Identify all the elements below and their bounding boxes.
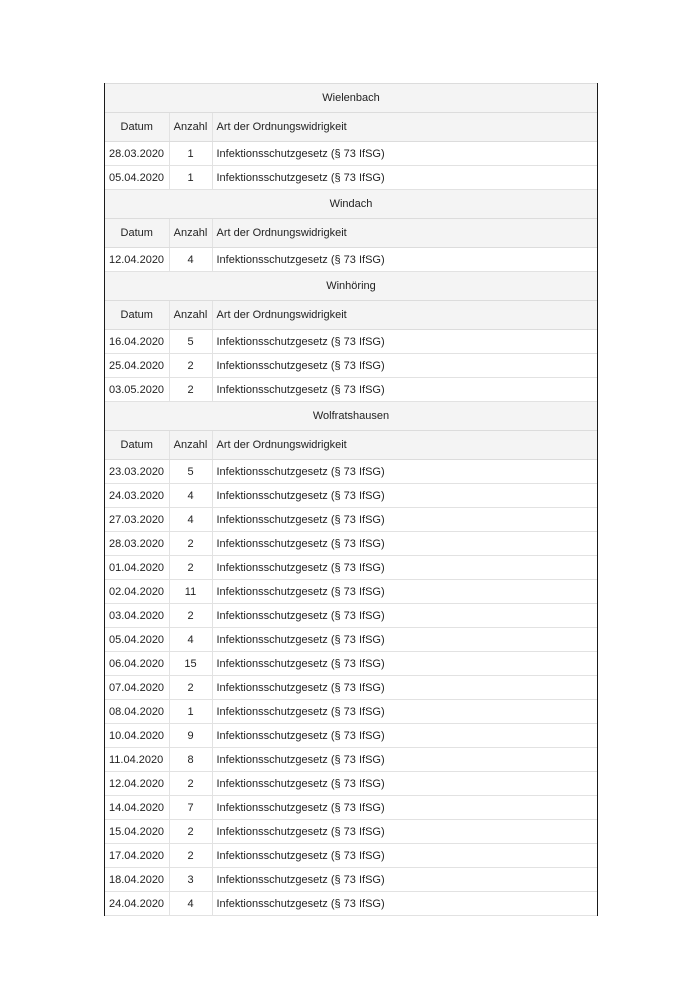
- cell-violation-type: Infektionsschutzgesetz (§ 73 IfSG): [212, 248, 597, 272]
- cell-date: 23.03.2020: [105, 460, 169, 484]
- cell-count: 2: [169, 604, 212, 628]
- table-row: [105, 604, 597, 628]
- cell-date: 02.04.2020: [105, 580, 169, 604]
- cell-violation-type: Infektionsschutzgesetz (§ 73 IfSG): [212, 628, 597, 652]
- cell-date: 12.04.2020: [105, 248, 169, 272]
- cell-date: 11.04.2020: [105, 748, 169, 772]
- column-header-date: Datum: [105, 113, 169, 142]
- cell-date: 06.04.2020: [105, 652, 169, 676]
- cell-violation-type: Infektionsschutzgesetz (§ 73 IfSG): [212, 796, 597, 820]
- column-header-row: [105, 301, 597, 330]
- cell-violation-type: Infektionsschutzgesetz (§ 73 IfSG): [212, 354, 597, 378]
- municipality-header-row: [105, 84, 597, 113]
- cell-date: 25.04.2020: [105, 354, 169, 378]
- column-header-count: Anzahl: [169, 113, 212, 142]
- municipality-name: Wolfratshausen: [105, 402, 597, 431]
- cell-violation-type: Infektionsschutzgesetz (§ 73 IfSG): [212, 820, 597, 844]
- column-header-row: [105, 431, 597, 460]
- cell-count: 1: [169, 700, 212, 724]
- cell-count: 5: [169, 330, 212, 354]
- municipality-header-row: [105, 402, 597, 431]
- table-row: [105, 820, 597, 844]
- cell-date: 24.04.2020: [105, 892, 169, 916]
- cell-violation-type: Infektionsschutzgesetz (§ 73 IfSG): [212, 508, 597, 532]
- cell-violation-type: Infektionsschutzgesetz (§ 73 IfSG): [212, 580, 597, 604]
- table-row: [105, 796, 597, 820]
- cell-violation-type: Infektionsschutzgesetz (§ 73 IfSG): [212, 892, 597, 916]
- column-header-date: Datum: [105, 301, 169, 330]
- cell-violation-type: Infektionsschutzgesetz (§ 73 IfSG): [212, 330, 597, 354]
- table-row: [105, 652, 597, 676]
- cell-count: 9: [169, 724, 212, 748]
- cell-violation-type: Infektionsschutzgesetz (§ 73 IfSG): [212, 844, 597, 868]
- table-row: [105, 772, 597, 796]
- cell-violation-type: Infektionsschutzgesetz (§ 73 IfSG): [212, 604, 597, 628]
- table-row: [105, 556, 597, 580]
- cell-date: 07.04.2020: [105, 676, 169, 700]
- cell-violation-type: Infektionsschutzgesetz (§ 73 IfSG): [212, 772, 597, 796]
- cell-violation-type: Infektionsschutzgesetz (§ 73 IfSG): [212, 868, 597, 892]
- cell-count: 2: [169, 820, 212, 844]
- cell-count: 5: [169, 460, 212, 484]
- municipality-header-row: [105, 190, 597, 219]
- cell-violation-type: Infektionsschutzgesetz (§ 73 IfSG): [212, 532, 597, 556]
- violations-table: [105, 83, 597, 916]
- cell-violation-type: Infektionsschutzgesetz (§ 73 IfSG): [212, 166, 597, 190]
- table-row: [105, 330, 597, 354]
- table-row: [105, 700, 597, 724]
- cell-count: 3: [169, 868, 212, 892]
- column-header-type: Art der Ordnungswidrigkeit: [212, 301, 597, 330]
- cell-date: 14.04.2020: [105, 796, 169, 820]
- cell-violation-type: Infektionsschutzgesetz (§ 73 IfSG): [212, 748, 597, 772]
- cell-violation-type: Infektionsschutzgesetz (§ 73 IfSG): [212, 142, 597, 166]
- cell-count: 4: [169, 484, 212, 508]
- cell-date: 10.04.2020: [105, 724, 169, 748]
- table-row: [105, 166, 597, 190]
- cell-count: 2: [169, 772, 212, 796]
- cell-violation-type: Infektionsschutzgesetz (§ 73 IfSG): [212, 378, 597, 402]
- column-header-type: Art der Ordnungswidrigkeit: [212, 431, 597, 460]
- cell-date: 03.05.2020: [105, 378, 169, 402]
- cell-date: 12.04.2020: [105, 772, 169, 796]
- cell-date: 27.03.2020: [105, 508, 169, 532]
- municipality-name: Winhöring: [105, 272, 597, 301]
- cell-count: 11: [169, 580, 212, 604]
- cell-count: 8: [169, 748, 212, 772]
- cell-count: 2: [169, 556, 212, 580]
- cell-date: 05.04.2020: [105, 166, 169, 190]
- column-header-count: Anzahl: [169, 301, 212, 330]
- cell-violation-type: Infektionsschutzgesetz (§ 73 IfSG): [212, 652, 597, 676]
- cell-count: 1: [169, 142, 212, 166]
- cell-date: 05.04.2020: [105, 628, 169, 652]
- violations-table-body: [105, 84, 597, 916]
- cell-count: 4: [169, 508, 212, 532]
- column-header-type: Art der Ordnungswidrigkeit: [212, 219, 597, 248]
- cell-count: 2: [169, 354, 212, 378]
- municipality-header-row: [105, 272, 597, 301]
- column-header-date: Datum: [105, 219, 169, 248]
- cell-violation-type: Infektionsschutzgesetz (§ 73 IfSG): [212, 484, 597, 508]
- violations-table-container: [104, 83, 598, 916]
- table-row: [105, 748, 597, 772]
- cell-count: 4: [169, 248, 212, 272]
- table-row: [105, 484, 597, 508]
- cell-count: 15: [169, 652, 212, 676]
- cell-count: 1: [169, 166, 212, 190]
- table-row: [105, 676, 597, 700]
- table-row: [105, 532, 597, 556]
- cell-date: 18.04.2020: [105, 868, 169, 892]
- column-header-row: [105, 219, 597, 248]
- cell-count: 2: [169, 676, 212, 700]
- municipality-name: Wielenbach: [105, 84, 597, 113]
- table-row: [105, 628, 597, 652]
- cell-violation-type: Infektionsschutzgesetz (§ 73 IfSG): [212, 700, 597, 724]
- cell-violation-type: Infektionsschutzgesetz (§ 73 IfSG): [212, 460, 597, 484]
- cell-date: 24.03.2020: [105, 484, 169, 508]
- table-row: [105, 580, 597, 604]
- municipality-name: Windach: [105, 190, 597, 219]
- cell-date: 16.04.2020: [105, 330, 169, 354]
- table-row: [105, 868, 597, 892]
- table-row: [105, 142, 597, 166]
- cell-date: 17.04.2020: [105, 844, 169, 868]
- cell-date: 03.04.2020: [105, 604, 169, 628]
- table-row: [105, 248, 597, 272]
- table-row: [105, 508, 597, 532]
- cell-count: 2: [169, 378, 212, 402]
- cell-count: 4: [169, 892, 212, 916]
- column-header-type: Art der Ordnungswidrigkeit: [212, 113, 597, 142]
- cell-date: 28.03.2020: [105, 532, 169, 556]
- table-row: [105, 892, 597, 916]
- table-row: [105, 378, 597, 402]
- column-header-count: Anzahl: [169, 431, 212, 460]
- table-row: [105, 724, 597, 748]
- table-row: [105, 460, 597, 484]
- table-row: [105, 844, 597, 868]
- cell-count: 2: [169, 532, 212, 556]
- cell-violation-type: Infektionsschutzgesetz (§ 73 IfSG): [212, 724, 597, 748]
- column-header-date: Datum: [105, 431, 169, 460]
- cell-violation-type: Infektionsschutzgesetz (§ 73 IfSG): [212, 556, 597, 580]
- table-row: [105, 354, 597, 378]
- cell-violation-type: Infektionsschutzgesetz (§ 73 IfSG): [212, 676, 597, 700]
- column-header-row: [105, 113, 597, 142]
- cell-date: 01.04.2020: [105, 556, 169, 580]
- cell-count: 7: [169, 796, 212, 820]
- cell-date: 28.03.2020: [105, 142, 169, 166]
- cell-count: 4: [169, 628, 212, 652]
- cell-date: 08.04.2020: [105, 700, 169, 724]
- cell-count: 2: [169, 844, 212, 868]
- cell-date: 15.04.2020: [105, 820, 169, 844]
- column-header-count: Anzahl: [169, 219, 212, 248]
